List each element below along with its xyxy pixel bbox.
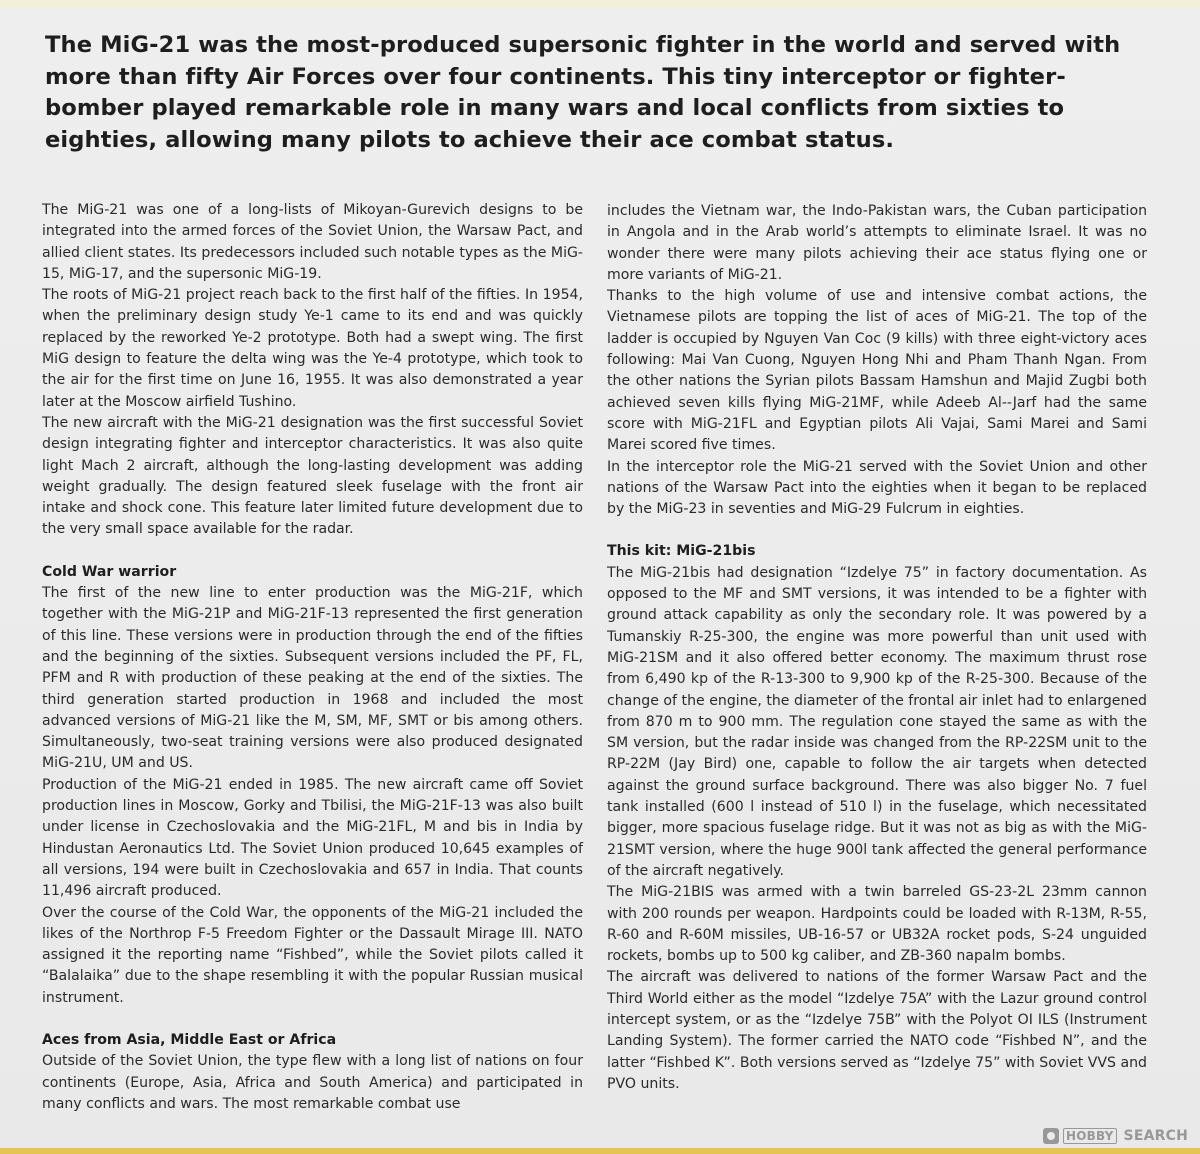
- aces-paragraph-continued: includes the Vietnam war, the Indo-Pakistan wars, the Cuban participation in Angola and in the Arab world’s attempts to eliminate Israel. It was no wonder there were many pilots achieving their ace status flying one or more variants of MiG-21.: [607, 203, 1147, 283]
- aces-heading: Aces from Asia, Middle East or Africa: [42, 1031, 337, 1048]
- cold-war-paragraph-1: The first of the new line to enter production was the MiG-21F, which together with the MiG-21P and MiG-21F-13 represented the first generation of this line. These versions were in production through the end of the fifties and the beginning of the sixties. Subsequent versions included the PF, FL, PFM and R with production of these peaking at the end of the sixties. The third generation started production in 1968 and included the most advanced versions of MiG-21 like the M, SM, MF, SMT or bis among others. Simultaneously, two-seat training versions were also produced designated MiG-21U, UM and US.: [42, 585, 583, 772]
- intro-paragraph-2: The roots of MiG-21 project reach back to the first half of the fifties. In 1954, when the preliminary design study Ye-1 came to its end and was quickly replaced by the reworked Ye-2 prototype. Both had a swept wing. The first MiG design to feature the delta wing was the Ye-4 prototype, which took to the air for the first time on June 16, 1955. It was also demonstrated a year later at the Moscow airfield Tushino.: [42, 287, 583, 410]
- top-color-strip: [0, 0, 1200, 8]
- right-text-column: [607, 201, 1147, 1095]
- intro-paragraph-1: The MiG-21 was one of a long-lists of Mikoyan-Gurevich designs to be integrated into the armed forces of the Soviet Union, the Warsaw Pact, and allied client states. Its predecessors included such notable types as the MiG-15, MiG-17, and the supersonic MiG-19.: [42, 202, 583, 282]
- aces-paragraph-2: Thanks to the high volume of use and intensive combat actions, the Vietnamese pilots are topping the list of aces of MiG-21. The top of the ladder is occupied by Nguyen Van Coc (9 kills) with three eight-victory aces following: Mai Van Cuong, Nguyen Hong Nhi and Pham Thanh Ngan. From the other nations the Syrian pilots Bassam Hamshun and Majid Zugbi both achieved seven kills flying MiG-21MF, while Adeeb Al--Jarf had the same score with MiG-21FL and Egyptian pilots Ali Vajai, Sami Marei and Sami Marei scored five times.: [607, 288, 1147, 454]
- aces-paragraph-start: Outside of the Soviet Union, the type flew with a long list of nations on four continents (Europe, Asia, Africa and South America) and participated in many conflicts and wars. The most remarkable combat use: [42, 1053, 583, 1112]
- kit-paragraph-1: The MiG-21bis had designation “Izdelye 75” in factory documentation. As opposed to the MF and SMT versions, it was intended to be a fighter with ground attack capability as only the secondary role. It was powered by a Tumanskiy R-25-300, the engine was more powerful than unit used with MiG-21SM and it also offered better economy. The maximum thrust rose from 6,490 kp of the R-13-300 to 9,900 kp of the R-25-300. Because of the change of the engine, the diameter of the frontal air inlet had to enlargened from 870 m to 900 mm. The regulation cone stayed the same as with the SM version, but the radar inside was changed from the RP-22SM unit to the RP-22M (Jay Bird) one, capable to follow the air targets when detected against the ground surface background. There was also bigger No. 7 fuel tank installed (600 l instead of 510 l) in the fuselage, which necessitated bigger, more spacious fuselage ridge. But it was not as big as with the MiG-21SMT version, where the huge 900l tank affected the general performance of the aircraft negatively.: [607, 564, 1147, 879]
- intro-paragraph-3: The new aircraft with the MiG-21 designation was the first successful Soviet design integrating fighter and interceptor characteristics. It was also quite light Mach 2 aircraft, although the long-lasting development was adding weight gradually. The design featured sleek fuselage with the front air intake and shock cone. This feature later limited future development due to the very small space available for the radar.: [42, 414, 583, 538]
- aces-paragraph-3: In the interceptor role the MiG-21 served with the Soviet Union and other nations of the Warsaw Pact into the eighties when it began to be replaced by the MiG-23 in seventies and MiG-29 Fulcrum in eighties.: [607, 458, 1147, 518]
- hobbysearch-logo-icon: [1043, 1128, 1059, 1144]
- kit-paragraph-3: The aircraft was delivered to nations of the former Warsaw Pact and the Third World either as the model “Izdelye 75A” with the Lazur ground control intercept system, or as the “Izdelye 75B” with the Polyot OI ILS (Instrument Landing System). The former carried the NATO code “Fishbed N”, and the latter “Fishbed K”. Both versions served as “Izdelye 75” with Soviet VVS and PVO units.: [607, 969, 1147, 1092]
- cold-war-paragraph-3: Over the course of the Cold War, the opponents of the MiG-21 included the likes of the Northrop F-5 Freedom Fighter or the Dassault Mirage III. NATO assigned it the reporting name “Fishbed”, while the Soviet pilots called it “Balalaika” due to the shape resembling it with the popular Russian musical instrument.: [42, 904, 583, 1006]
- cold-war-heading: Cold War warrior: [42, 563, 177, 580]
- watermark-brand-a: HOBBY: [1063, 1128, 1117, 1144]
- page-headline: The MiG-21 was the most-produced supersonic fighter in the world and served with more than fifty Air Forces over four continents. This tiny interceptor or fighter-bomber played remarkable role in many wars and local conflicts from sixties to eighties, allowing many pilots to achieve their ace combat status.: [45, 32, 1121, 153]
- kit-heading: This kit: MiG-21bis: [607, 543, 756, 560]
- left-text-column: [42, 200, 583, 1115]
- cold-war-paragraph-2: Production of the MiG-21 ended in 1985. The new aircraft came off Soviet production lines in Moscow, Gorky and Tbilisi, the MiG-21F-13 was also built under license in Czechoslovakia and the MiG-21FL, M and bis in India by Hindustan Aeronautics Ltd. The Soviet Union produced 10,645 examples of all versions, 194 were built in Czechoslovakia and 657 in India. That counts 11,496 aircraft produced.: [42, 776, 583, 900]
- hobbysearch-watermark: [1043, 1128, 1188, 1144]
- kit-paragraph-2: The MiG-21BIS was armed with a twin barreled GS-23-2L 23mm cannon with 200 rounds per weapon. Hardpoints could be loaded with R-13M, R-55, R-60 and R-60M missiles, UB-16-57 or UB32A rocket pods, S-24 unguided rockets, bombs up to 500 kg caliber, and ZB-360 napalm bombs.: [607, 884, 1147, 965]
- bottom-color-strip: [0, 1148, 1200, 1154]
- watermark-brand-b: SEARCH: [1123, 1128, 1188, 1144]
